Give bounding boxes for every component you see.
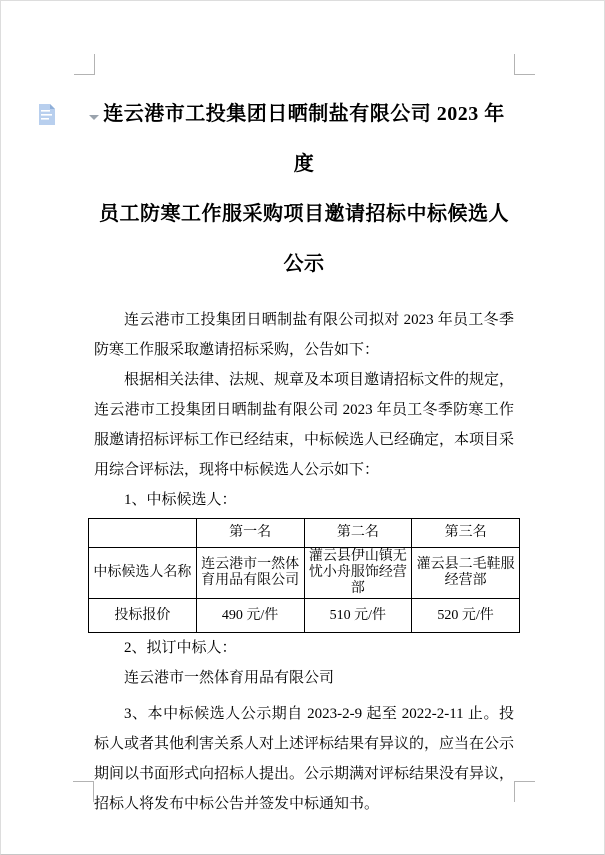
title-line-3: 公示 xyxy=(283,253,325,275)
document-body xyxy=(94,305,514,819)
table-header-row xyxy=(89,519,520,548)
bid-candidates-table xyxy=(88,518,520,633)
paragraph-intro: 连云港市工投集团日晒制盐有限公司拟对 2023 年员工冬季防寒工作服采取邀请招标采购，公告如下： xyxy=(94,312,514,358)
header-cell-first: 第一名 xyxy=(196,519,304,548)
candidate-name-1: 连云港市一然体育用品有限公司 xyxy=(196,548,304,599)
crop-mark-bottom-right xyxy=(514,781,535,802)
margin-widget xyxy=(37,103,97,127)
header-cell-blank xyxy=(89,519,197,548)
document-title xyxy=(94,89,514,289)
candidate-name-2: 灌云县伊山镇无忧小舟服饰经营部 xyxy=(304,548,412,599)
page-content xyxy=(94,1,514,819)
bid-price-1: 490 元/件 xyxy=(196,599,304,633)
crop-mark-bottom-left xyxy=(73,781,94,802)
row-label-candidate-name: 中标候选人名称 xyxy=(89,548,197,599)
bid-price-2: 510 元/件 xyxy=(304,599,412,633)
table-row-bid-prices xyxy=(89,599,520,633)
paragraph-closing: 3、本中标候选人公示期自 2023-2-9 起至 2022-2-11 止。投标人或者其他利害关系人对上述评标结果有异议的，应当在公示期间以书面形式向招标人提出。公示期满对评标结果没有异议，招标人将发布中标公告并签发中标通知书。 xyxy=(94,706,515,812)
crop-mark-top-right xyxy=(514,54,535,75)
title-line-2: 员工防寒工作服采购项目邀请招标中标候选人 xyxy=(99,203,509,225)
list-item-2: 2、拟订中标人： xyxy=(124,640,237,656)
winner-name: 连云港市一然体育用品有限公司 xyxy=(124,670,335,686)
table-row-candidate-names xyxy=(89,548,520,599)
header-cell-second: 第二名 xyxy=(304,519,412,548)
paragraph-basis: 根据相关法律、法规、规章及本项目邀请招标文件的规定，连云港市工投集团日晒制盐有限公司 2023 年员工冬季防寒工作服邀请招标评标工作已经结束，中标候选人已经确定，本项目采用综合评标法，现将中标候选人公示如下： xyxy=(94,372,515,478)
document-options-icon[interactable] xyxy=(37,103,57,126)
row-label-bid-price: 投标报价 xyxy=(89,599,197,633)
header-cell-third: 第三名 xyxy=(412,519,520,548)
crop-mark-top-left xyxy=(74,54,95,75)
title-line-1: 连云港市工投集团日晒制盐有限公司 2023 年度 xyxy=(103,103,505,175)
candidate-name-3: 灌云县二毛鞋服经营部 xyxy=(412,548,520,599)
bid-price-3: 520 元/件 xyxy=(412,599,520,633)
list-item-1: 1、中标候选人： xyxy=(124,492,237,508)
